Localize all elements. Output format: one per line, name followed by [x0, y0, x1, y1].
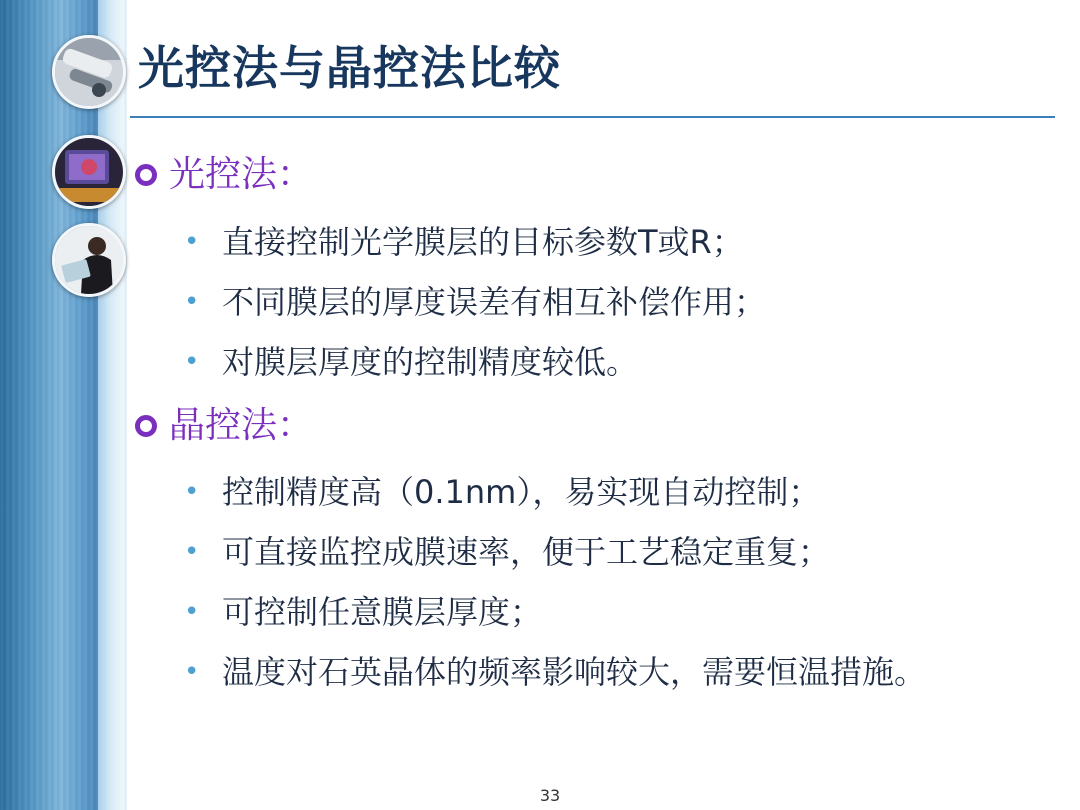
- title-underline: [130, 116, 1055, 118]
- list-item-text: 直接控制光学膜层的目标参数T或R；: [222, 223, 744, 261]
- decorative-photo-equipment: [52, 35, 126, 109]
- list-item: [184, 522, 1022, 582]
- page-number: 33: [539, 786, 561, 805]
- bullet-dot-icon: •: [184, 287, 200, 317]
- sidebar-stripe: [98, 0, 124, 810]
- ring-bullet-icon: [135, 164, 157, 186]
- bullet-dot-icon: •: [184, 537, 200, 567]
- list-item: [184, 582, 1022, 642]
- bullet-dot-icon: •: [184, 597, 200, 627]
- slide-title: 光控法与晶控法比较: [138, 41, 561, 95]
- list-item: [184, 212, 766, 272]
- list-item-text: 温度对石英晶体的频率影响较大，需要恒温措施。: [222, 653, 927, 691]
- section-label: 光控法：: [169, 154, 314, 195]
- sidebar-edge: [124, 0, 127, 810]
- bullet-dot-icon: •: [184, 347, 200, 377]
- bullet-list-optical: [184, 212, 766, 392]
- bullet-dot-icon: •: [184, 657, 200, 687]
- list-item-text: 可直接监控成膜速率，便于工艺稳定重复；: [222, 533, 831, 571]
- sidebar-background: [0, 0, 98, 810]
- section-label: 晶控法：: [169, 405, 314, 446]
- bullet-dot-icon: •: [184, 227, 200, 257]
- decorative-photo-monitor: [52, 135, 126, 209]
- bullet-list-crystal: [184, 462, 1022, 702]
- list-item-text: 不同膜层的厚度误差有相互补偿作用；: [222, 283, 767, 321]
- section-heading-optical: [135, 150, 313, 200]
- list-item: [184, 272, 766, 332]
- list-item: [184, 642, 1022, 702]
- list-item: [184, 462, 1022, 522]
- ring-bullet-icon: [135, 415, 157, 437]
- list-item-text: 控制精度高（0.1nm），易实现自动控制；: [222, 473, 821, 511]
- list-item-text: 对膜层厚度的控制精度较低。: [222, 343, 639, 381]
- decorative-photo-person: [52, 223, 126, 297]
- section-heading-crystal: [135, 401, 313, 451]
- bullet-dot-icon: •: [184, 477, 200, 507]
- list-item: [184, 332, 766, 392]
- list-item-text: 可控制任意膜层厚度；: [222, 593, 543, 631]
